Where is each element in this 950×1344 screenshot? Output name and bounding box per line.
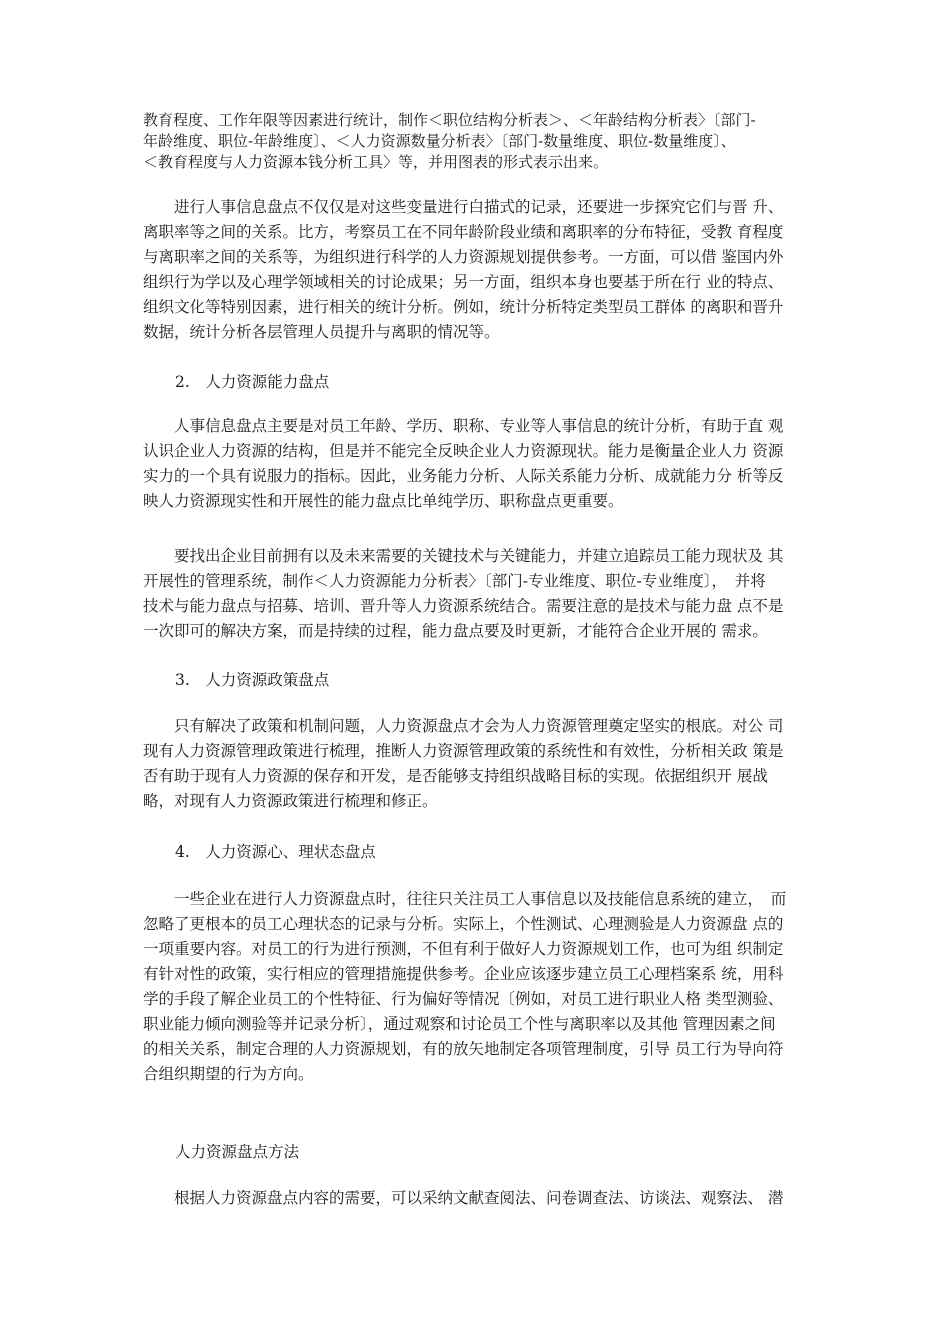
paragraph-methods <box>143 1186 818 1211</box>
text-line: 人事信息盘点主要是对员工年龄、学历、职称、专业等人事信息的统计分析，有助于直 观 <box>143 417 784 435</box>
section-heading-ability: 2. 人力资源能力盘点 <box>175 373 330 391</box>
paragraph-policy <box>143 714 818 814</box>
text-line: 与离职率之间的关系等，为组织进行科学的人力资源规划提供参考。一方面，可以借 鉴国内外 <box>143 248 784 266</box>
text-line: 只有解决了政策和机制问题，人力资源盘点才会为人力资源管理奠定坚实的根底。对公 司 <box>143 717 784 735</box>
text-line: 数据，统计分析各层管理人员提升与离职的情况等。 <box>143 323 500 341</box>
text-line: 现有人力资源管理政策进行梳理，推断人力资源管理政策的系统性和有效性，分析相关政 策是 <box>143 742 784 760</box>
paragraph-psychology <box>143 887 818 1087</box>
text-line: ＜教育程度与人力资源本钱分析工具〉等，并用图表的形式表示出来。 <box>143 153 609 171</box>
paragraph-ability-1 <box>143 414 818 514</box>
intro-paragraph <box>143 110 818 173</box>
text-line: 年龄维度、职位-年龄维度〕、＜人力资源数量分析表〉〔部门-数量维度、职位-数量维度〕、 <box>143 132 736 150</box>
section-heading-policy: 3. 人力资源政策盘点 <box>175 671 330 689</box>
paragraph-info-inventory <box>143 195 818 345</box>
text-line: 进行人事信息盘点不仅仅是对这些变量进行白描式的记录，还要进一步探究它们与晋 升、 <box>143 198 784 216</box>
text-line: 合组织期望的行为方向。 <box>143 1065 314 1083</box>
text-line: 有针对性的政策，实行相应的管理措施提供参考。企业应该逐步建立员工心理档案系 统，用科 <box>143 965 784 983</box>
text-line: 一次即可的解决方案，而是持续的过程，能力盘点要及时更新，才能符合企业开展的 需求。 <box>143 622 768 640</box>
text-line: 实力的一个具有说服力的指标。因此，业务能力分析、人际关系能力分析、成就能力分 析等反 <box>143 467 784 485</box>
text-line: 一项重要内容。对员工的行为进行预测，不但有利于做好人力资源规划工作，也可为组 织制定 <box>143 940 784 958</box>
text-line: 离职率等之间的关系。比方，考察员工在不同年龄阶段业绩和离职率的分布特征，受教 育程度 <box>143 223 784 241</box>
text-line: 的相关关系，制定合理的人力资源规划，有的放矢地制定各项管理制度，引导 员工行为导向符 <box>143 1040 784 1058</box>
text-line: 要找出企业目前拥有以及未来需要的关键技术与关键能力，并建立追踪员工能力现状及 其 <box>143 547 784 565</box>
text-line: 一些企业在进行人力资源盘点时，往往只关注员工人事信息以及技能信息系统的建立， 而 <box>143 890 787 908</box>
text-line: 映人力资源现实性和开展性的能力盘点比单纯学历、职称盘点更重要。 <box>143 492 624 510</box>
text-line: 技术与能力盘点与招募、培训、晋升等人力资源系统结合。需要注意的是技术与能力盘 点不是 <box>143 597 784 615</box>
text-line: 组织文化等特别因素，进行相关的统计分析。例如，统计分析特定类型员工群体 的离职和晋升 <box>143 298 784 316</box>
section-heading-methods: 人力资源盘点方法 <box>175 1143 300 1161</box>
text-line: 忽略了更根本的员工心理状态的记录与分析。实际上，个性测试、心理测验是人力资源盘 点的 <box>143 915 784 933</box>
text-line: 组织行为学以及心理学领域相关的讨论成果；另一方面，组织本身也要基于所在行 业的特点、 <box>143 273 784 291</box>
text-line: 否有助于现有人力资源的保存和开发，是否能够支持组织战略目标的实现。依据组织开 展战 <box>143 767 768 785</box>
text-line: 学的手段了解企业员工的个性特征、行为偏好等情况〔例如，对员工进行职业人格 类型测验、 <box>143 990 784 1008</box>
text-line: 认识企业人力资源的结构，但是并不能完全反映企业人力资源现状。能力是衡量企业人力 资源 <box>143 442 784 460</box>
text-line: 根据人力资源盘点内容的需要，可以采纳文献查阅法、问卷调查法、访谈法、观察法、 潜 <box>143 1189 784 1207</box>
section-heading-psychology: 4. 人力资源心、理状态盘点 <box>175 843 376 861</box>
text-line: 开展性的管理系统，制作＜人力资源能力分析表〉〔部门-专业维度、职位-专业维度〕， 并将 <box>143 572 766 590</box>
text-line: 职业能力倾向测验等并记录分析〕，通过观察和讨论员工个性与离职率以及其他 管理因素之间 <box>143 1015 776 1033</box>
paragraph-ability-2 <box>143 544 818 644</box>
text-line: 教育程度、工作年限等因素进行统计，制作＜职位结构分析表＞、＜年龄结构分析表〉〔部门- <box>143 111 756 129</box>
text-line: 略，对现有人力资源政策进行梳理和修正。 <box>143 792 438 810</box>
